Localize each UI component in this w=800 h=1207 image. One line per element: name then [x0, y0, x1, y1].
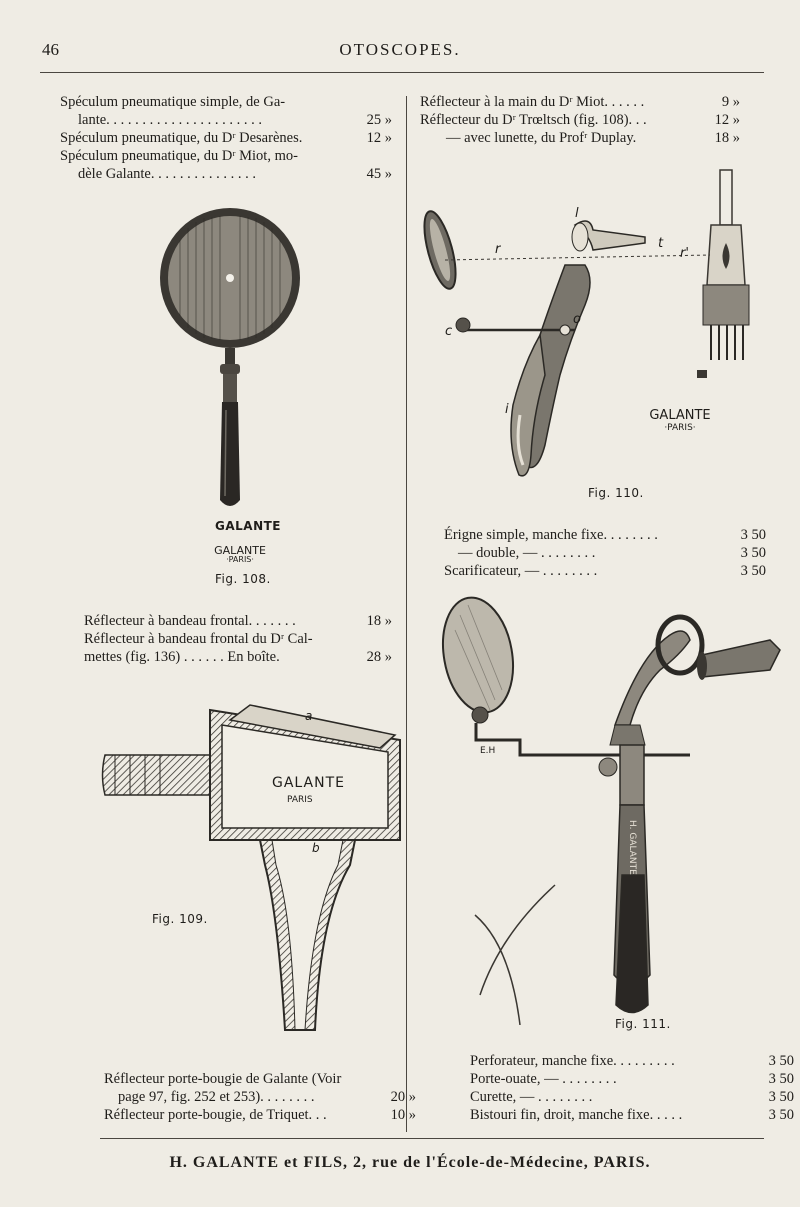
fig-110-label-t: t	[658, 236, 664, 251]
page-number: 46	[42, 40, 59, 59]
fig-110-caption: Fig. 110.	[588, 486, 644, 500]
fig-108-brand: GALANTE	[214, 544, 266, 557]
list-item: Érigne simple, manche fixe. . . . . . . . 3 50	[444, 527, 766, 543]
list-item: page 97, fig. 252 et 253). . . . . . . . 20 »	[118, 1089, 416, 1105]
list-item: Scarificateur, — . . . . . . . . 3 50	[444, 563, 766, 579]
list-item: lante. . . . . . . . . . . . . . . . . . . . . . 25 »	[78, 112, 392, 128]
list-item: Réflecteur à bandeau frontal. . . . . . . 18 »	[84, 613, 392, 629]
fig-109-brand-city: PARIS	[287, 795, 313, 805]
fig-111-caption: Fig. 111.	[615, 1017, 671, 1031]
fig-110-brand: GALANTE	[649, 408, 711, 423]
list-item: Spéculum pneumatique simple, de Ga-	[60, 94, 286, 110]
fig-108-brand-city: ·PARIS·	[226, 555, 254, 564]
price-list-perforators	[470, 1052, 794, 1124]
fig-109-caption: Fig. 109.	[152, 912, 208, 926]
price-list-candle-reflectors	[104, 1070, 416, 1124]
publisher-footer: H. GALANTE et FILS, 2, rue de l'École-de-Médecine, PARIS.	[169, 1154, 651, 1171]
fig-109-speculum-section	[100, 690, 410, 1035]
fig-110-label-c: c	[445, 324, 453, 339]
fig-110-label-i: i	[505, 402, 509, 417]
fig-110-label-o: o	[573, 312, 581, 327]
running-title: OTOSCOPES.	[339, 40, 461, 59]
fig-111-stamp: E.H	[480, 746, 496, 756]
footer-rule	[100, 1138, 764, 1139]
fig-111-duplay-reflector	[440, 595, 785, 1025]
fig-110-label-r-prime: r'	[680, 246, 689, 261]
list-item: Perforateur, manche fixe. . . . . . . . . 3 50	[470, 1053, 794, 1069]
price-list-reflectors	[420, 93, 740, 147]
price-list-erignes	[444, 526, 766, 580]
list-item: — double, — . . . . . . . . 3 50	[458, 545, 766, 561]
list-item: Réflecteur à bandeau frontal du Dʳ Cal-	[84, 631, 313, 647]
list-item: dèle Galante. . . . . . . . . . . . . . . 45 »	[78, 166, 392, 182]
fig-108-caption: Fig. 108.	[215, 572, 271, 586]
fig-110-troeltsch-reflector	[415, 165, 755, 485]
header-rule	[40, 72, 764, 73]
list-item: Réflecteur porte-bougie, de Triquet. . . 10 »	[104, 1107, 416, 1123]
fig-110-brand-city: ·PARIS·	[664, 423, 696, 433]
list-item: Curette, — . . . . . . . . 3 50	[470, 1089, 794, 1105]
price-list-speculums	[60, 93, 392, 183]
fig-110-label-l: l	[575, 206, 579, 221]
fig-109-label-a: a	[305, 709, 313, 723]
list-item: Spéculum pneumatique, du Dʳ Miot, mo-	[60, 148, 298, 164]
fig-108-hand-reflector	[150, 200, 310, 520]
list-item: Bistouri fin, droit, manche fixe. . . . . 3 50	[470, 1107, 794, 1123]
fig-110-label-r: r	[495, 242, 501, 257]
list-item: — avec lunette, du Profʳ Duplay. 18 »	[446, 130, 740, 146]
list-item: Réflecteur à la main du Dʳ Miot. . . . . . 9 »	[420, 94, 740, 110]
mirror-hole	[226, 274, 234, 282]
list-item: Réflecteur porte-bougie de Galante (Voir	[104, 1071, 342, 1087]
price-list-frontal-reflectors	[84, 612, 392, 666]
list-item: Porte-ouate, — . . . . . . . . 3 50	[470, 1071, 794, 1087]
handle	[220, 402, 240, 506]
list-item: Réflecteur du Dʳ Trœltsch (fig. 108). . . 12 »	[420, 112, 740, 128]
fig-109-label-b: b	[312, 841, 320, 855]
fig-108-stamp: GALANTE	[215, 519, 281, 533]
fig-109-brand: GALANTE	[272, 775, 345, 791]
list-item: Spéculum pneumatique, du Dʳ Desarènes. 12 »	[60, 130, 392, 146]
fig-111-handle-mark: H. GALANTE	[627, 820, 637, 875]
list-item: mettes (fig. 136) . . . . . . En boîte. 28 »	[84, 649, 392, 665]
